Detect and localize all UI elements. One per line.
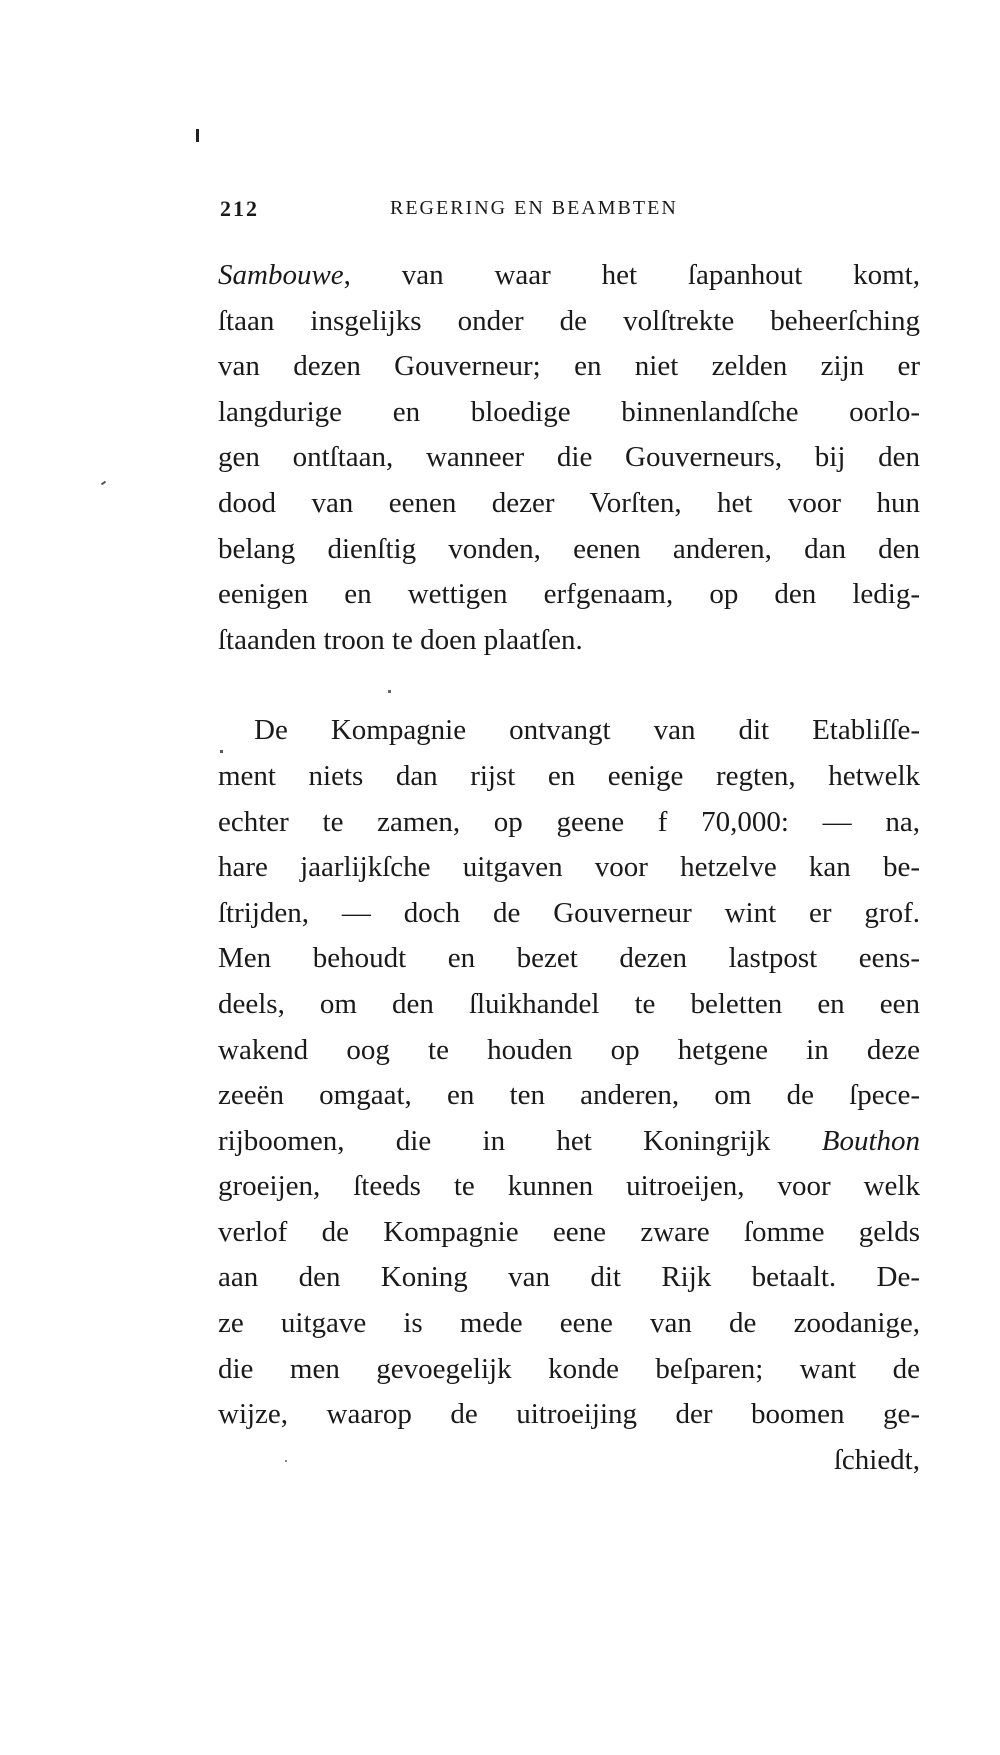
ink-mark [196,129,199,142]
text-line [218,1119,920,1165]
text-line: aan den Koning van dit Rijk betaalt. De- [218,1261,920,1294]
place-name: Sambouwe [218,259,344,291]
paragraph [218,708,920,1438]
text-line: van dezen Gouverneur; en niet zelden zijn er [218,350,920,383]
text-line: hare jaarlijkſche uitgaven voor hetzelve kan be- [218,851,920,884]
text-line: wakend oog te houden op hetgene in deze [218,1033,920,1066]
text-line: De Kompagnie ontvangt van dit Etabliſſe- [254,714,920,747]
place-name: Bouthon [821,1124,921,1157]
text-fragment: , van waar het ſapanhout komt, [343,259,920,291]
page-number: 212 [220,196,259,221]
text-line: echter te zamen, op geene f 70,000: — na, [218,805,920,838]
text-line: groeijen, ſteeds te kunnen uitroeijen, voor welk [218,1170,920,1203]
text-line: gen ontſtaan, wanneer die Gouverneurs, bij den [218,441,920,474]
text-line: ſtrijden, — doch de Gouverneur wint er grof. [218,896,920,929]
text-fragment: rijboomen, die in het Koningrijk [218,1124,771,1157]
text-line: die men gevoegelijk konde beſparen; want de [218,1352,920,1385]
paragraph [218,253,920,663]
text-line: langdurige en bloedige binnenlandſche oorlo- [218,395,920,428]
text-line: ſtaanden troon te doen plaatſen. [218,623,583,656]
text-line: Men behoudt en bezet dezen lastpost eens- [218,942,920,975]
text-line: zeeën omgaat, en ten anderen, om de ſpece- [218,1079,920,1112]
text-line: verlof de Kompagnie eene zware ſomme gelds [218,1215,920,1248]
running-head: REGERING EN BEAMBTEN [390,197,678,219]
text-line: eenigen en wettigen erfgenaam, op den ledig- [218,578,920,611]
text-line [218,253,920,299]
text-line: dood van eenen dezer Vorſten, het voor hun [218,486,920,519]
text-line: deels, om den ſluikhandel te beletten en een [218,987,920,1020]
text-line: ment niets dan rijst en eenige regten, hetwelk [218,759,920,792]
text-line: wijze, waarop de uitroeijing der boomen ge- [218,1398,920,1431]
text-line: ze uitgave is mede eene van de zoodanige, [218,1307,920,1340]
ink-mark [101,481,106,486]
page-header [218,196,938,226]
catchword: ſchiedt, [833,1443,920,1476]
text-line: ſtaan insgelijks onder de volſtrekte beheerſching [218,304,920,337]
paragraph-gap [218,663,920,708]
text-line: belang dienſtig vonden, eenen anderen, dan den [218,532,920,565]
body-text [218,253,920,1483]
